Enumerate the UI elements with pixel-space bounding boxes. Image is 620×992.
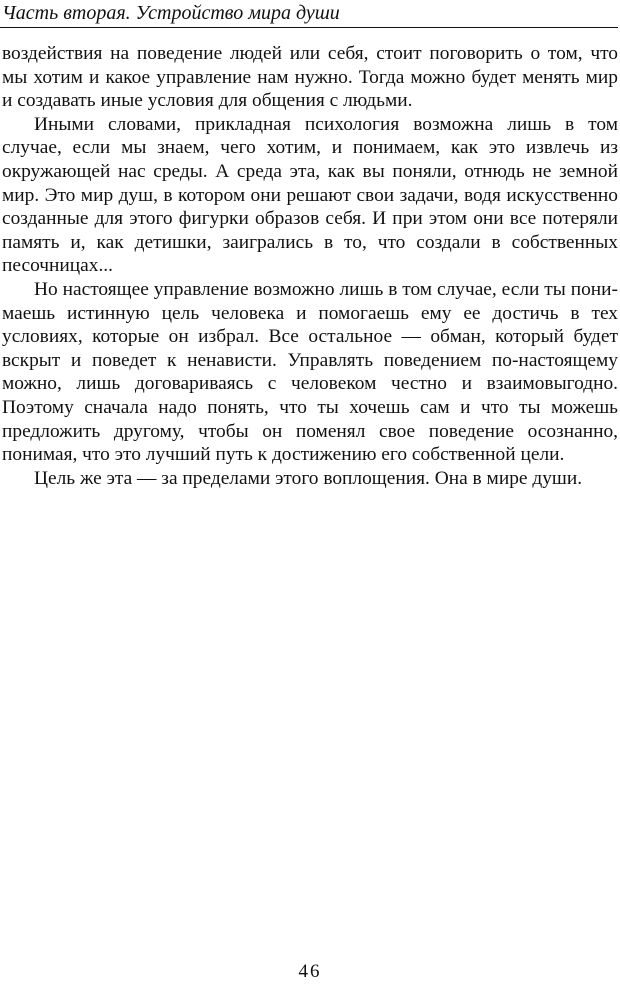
page-number: 46 — [298, 961, 322, 982]
paragraph: Но настоящее управление возможно лишь в том случае, если ты понимаешь истинную цель человека и помогаешь ему ее достичь в тех условиях, которые он избрал. Все остальное — обман, который будет вскрыт и поведет к ненависти. Управлять поведением по-настоящему можно, лишь договариваясь с человеком честно и взаимовыгодно. Поэтому сначала надо понять, что ты хочешь сам и что ты можешь предложить другому, чтобы он поменял свое поведение осознанно, понимая, что это лучший путь к достижению его собственной цели. — [2, 278, 618, 466]
paragraph-continued: воздействия на поведение людей или себя, стоит поговорить о том, что мы хотим и какое управление нам нужно. Тогда можно будет менять мир и создавать иные условия для общения с людьми. — [2, 43, 618, 112]
running-head: Часть вторая. Устройство мира души — [2, 2, 340, 24]
header-rule — [0, 27, 618, 28]
paragraph: Цель же эта — за пределами этого воплощения. Она в мире души. — [34, 467, 583, 489]
paragraph: Иными словами, прикладная психология возможна лишь в том случае, если мы знаем, чего хотим, и понимаем, как это извлечь из окружающей нас среды. А среда эта, как вы поняли, отнюдь не земной мир. Это мир душ, в котором они решают свои задачи, водя искусственно созданные для этого фигурки образов себя. И при этом они все потеряли память и, как детишки, заигрались в то, что создали в собственных песочницах... — [2, 113, 618, 277]
body-text — [2, 42, 618, 490]
